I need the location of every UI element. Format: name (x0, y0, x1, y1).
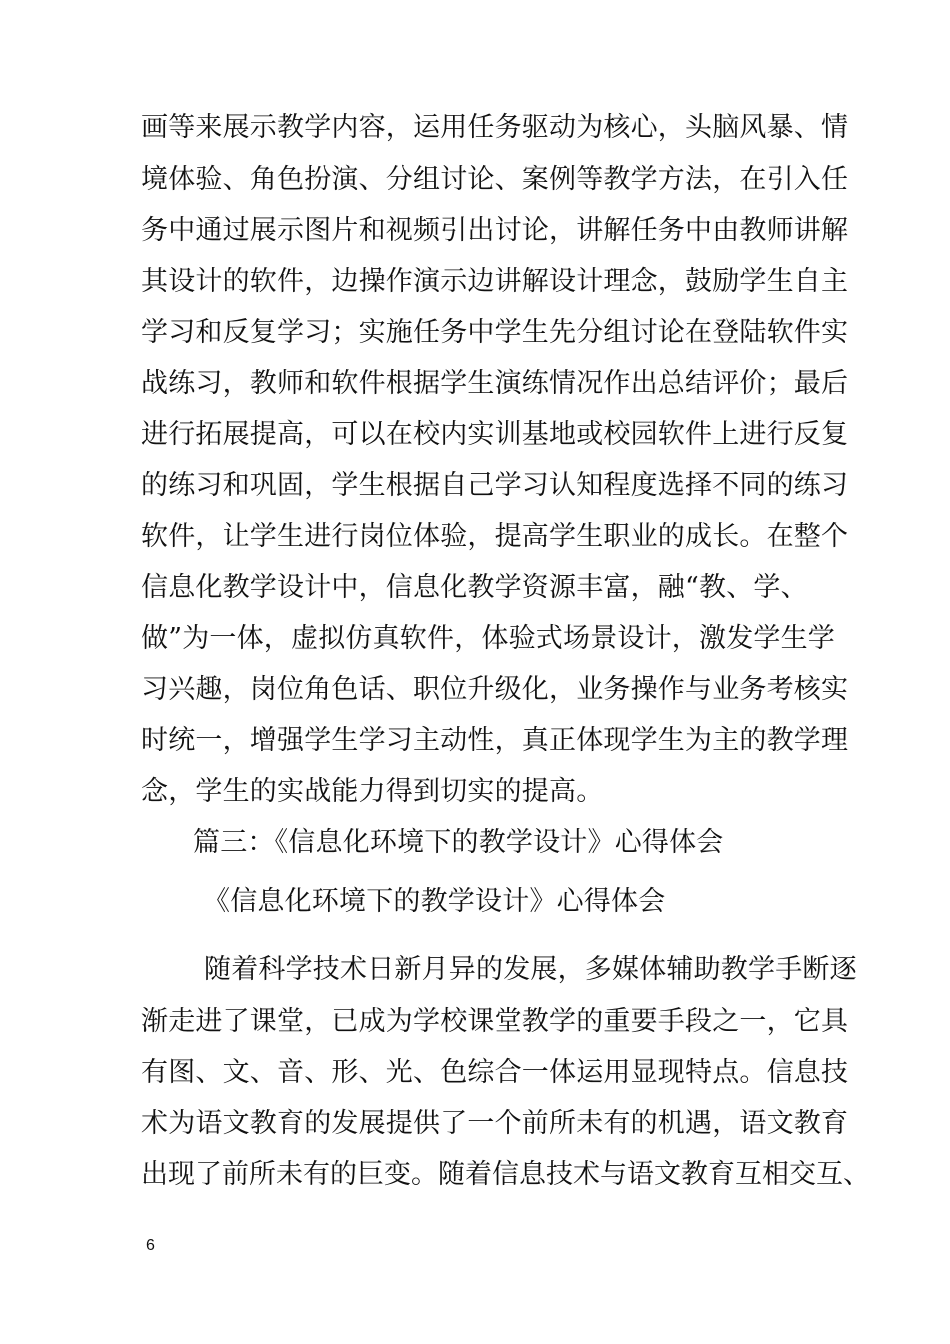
body-line-19: 有图、文、音、形、光、色综合一体运用显现特点。信息技 (141, 1057, 849, 1088)
body-line-14: 念，学生的实战能力得到切实的提高。 (141, 776, 604, 807)
body-line-5: 学习和反复学习；实施任务中学生先分组讨论在登陆软件实 (141, 317, 849, 348)
body-line-4: 其设计的软件，边操作演示边讲解设计理念，鼓励学生自主 (141, 266, 849, 297)
body-line-20: 术为语文教育的发展提供了一个前所未有的机遇，语文教育 (141, 1108, 849, 1139)
body-line-13: 时统一，增强学生学习主动性，真正体现学生为主的教学理 (141, 725, 849, 756)
body-line-6: 战练习，教师和软件根据学生演练情况作出总结评价；最后 (141, 368, 849, 399)
body-line-1: 画等来展示教学内容，运用任务驱动为核心，头脑风暴、情 (141, 112, 849, 143)
section-heading: 篇三：《信息化环境下的教学设计》心得体会 (193, 827, 724, 858)
body-line-21: 出现了前所未有的巨变。随着信息技术与语文教育互相交互、 (141, 1159, 870, 1190)
body-line-17: 随着科学技术日新月异的发展，多媒体辅助教学手断逐 (204, 954, 857, 985)
body-line-7: 进行拓展提高，可以在校内实训基地或校园软件上进行反复 (141, 419, 849, 450)
body-line-12: 习兴趣，岗位角色话、职位升级化，业务操作与业务考核实 (141, 674, 849, 705)
body-line-3: 务中通过展示图片和视频引出讨论，讲解任务中由教师讲解 (141, 215, 849, 246)
article-title: 《信息化环境下的教学设计》心得体会 (203, 886, 666, 917)
body-line-9: 软件，让学生进行岗位体验，提高学生职业的成长。在整个 (141, 521, 849, 552)
body-line-18: 渐走进了课堂，已成为学校课堂教学的重要手段之一，它具 (141, 1006, 849, 1037)
body-line-11: 做”为一体，虚拟仿真软件，体验式场景设计，激发学生学 (141, 623, 836, 654)
body-line-10: 信息化教学设计中，信息化教学资源丰富，融“教、学、 (141, 572, 808, 603)
page-number: 6 (146, 1237, 155, 1254)
body-line-8: 的练习和巩固，学生根据自己学习认知程度选择不同的练习 (141, 470, 849, 501)
body-line-2: 境体验、角色扮演、分组讨论、案例等教学方法，在引入任 (141, 164, 849, 195)
